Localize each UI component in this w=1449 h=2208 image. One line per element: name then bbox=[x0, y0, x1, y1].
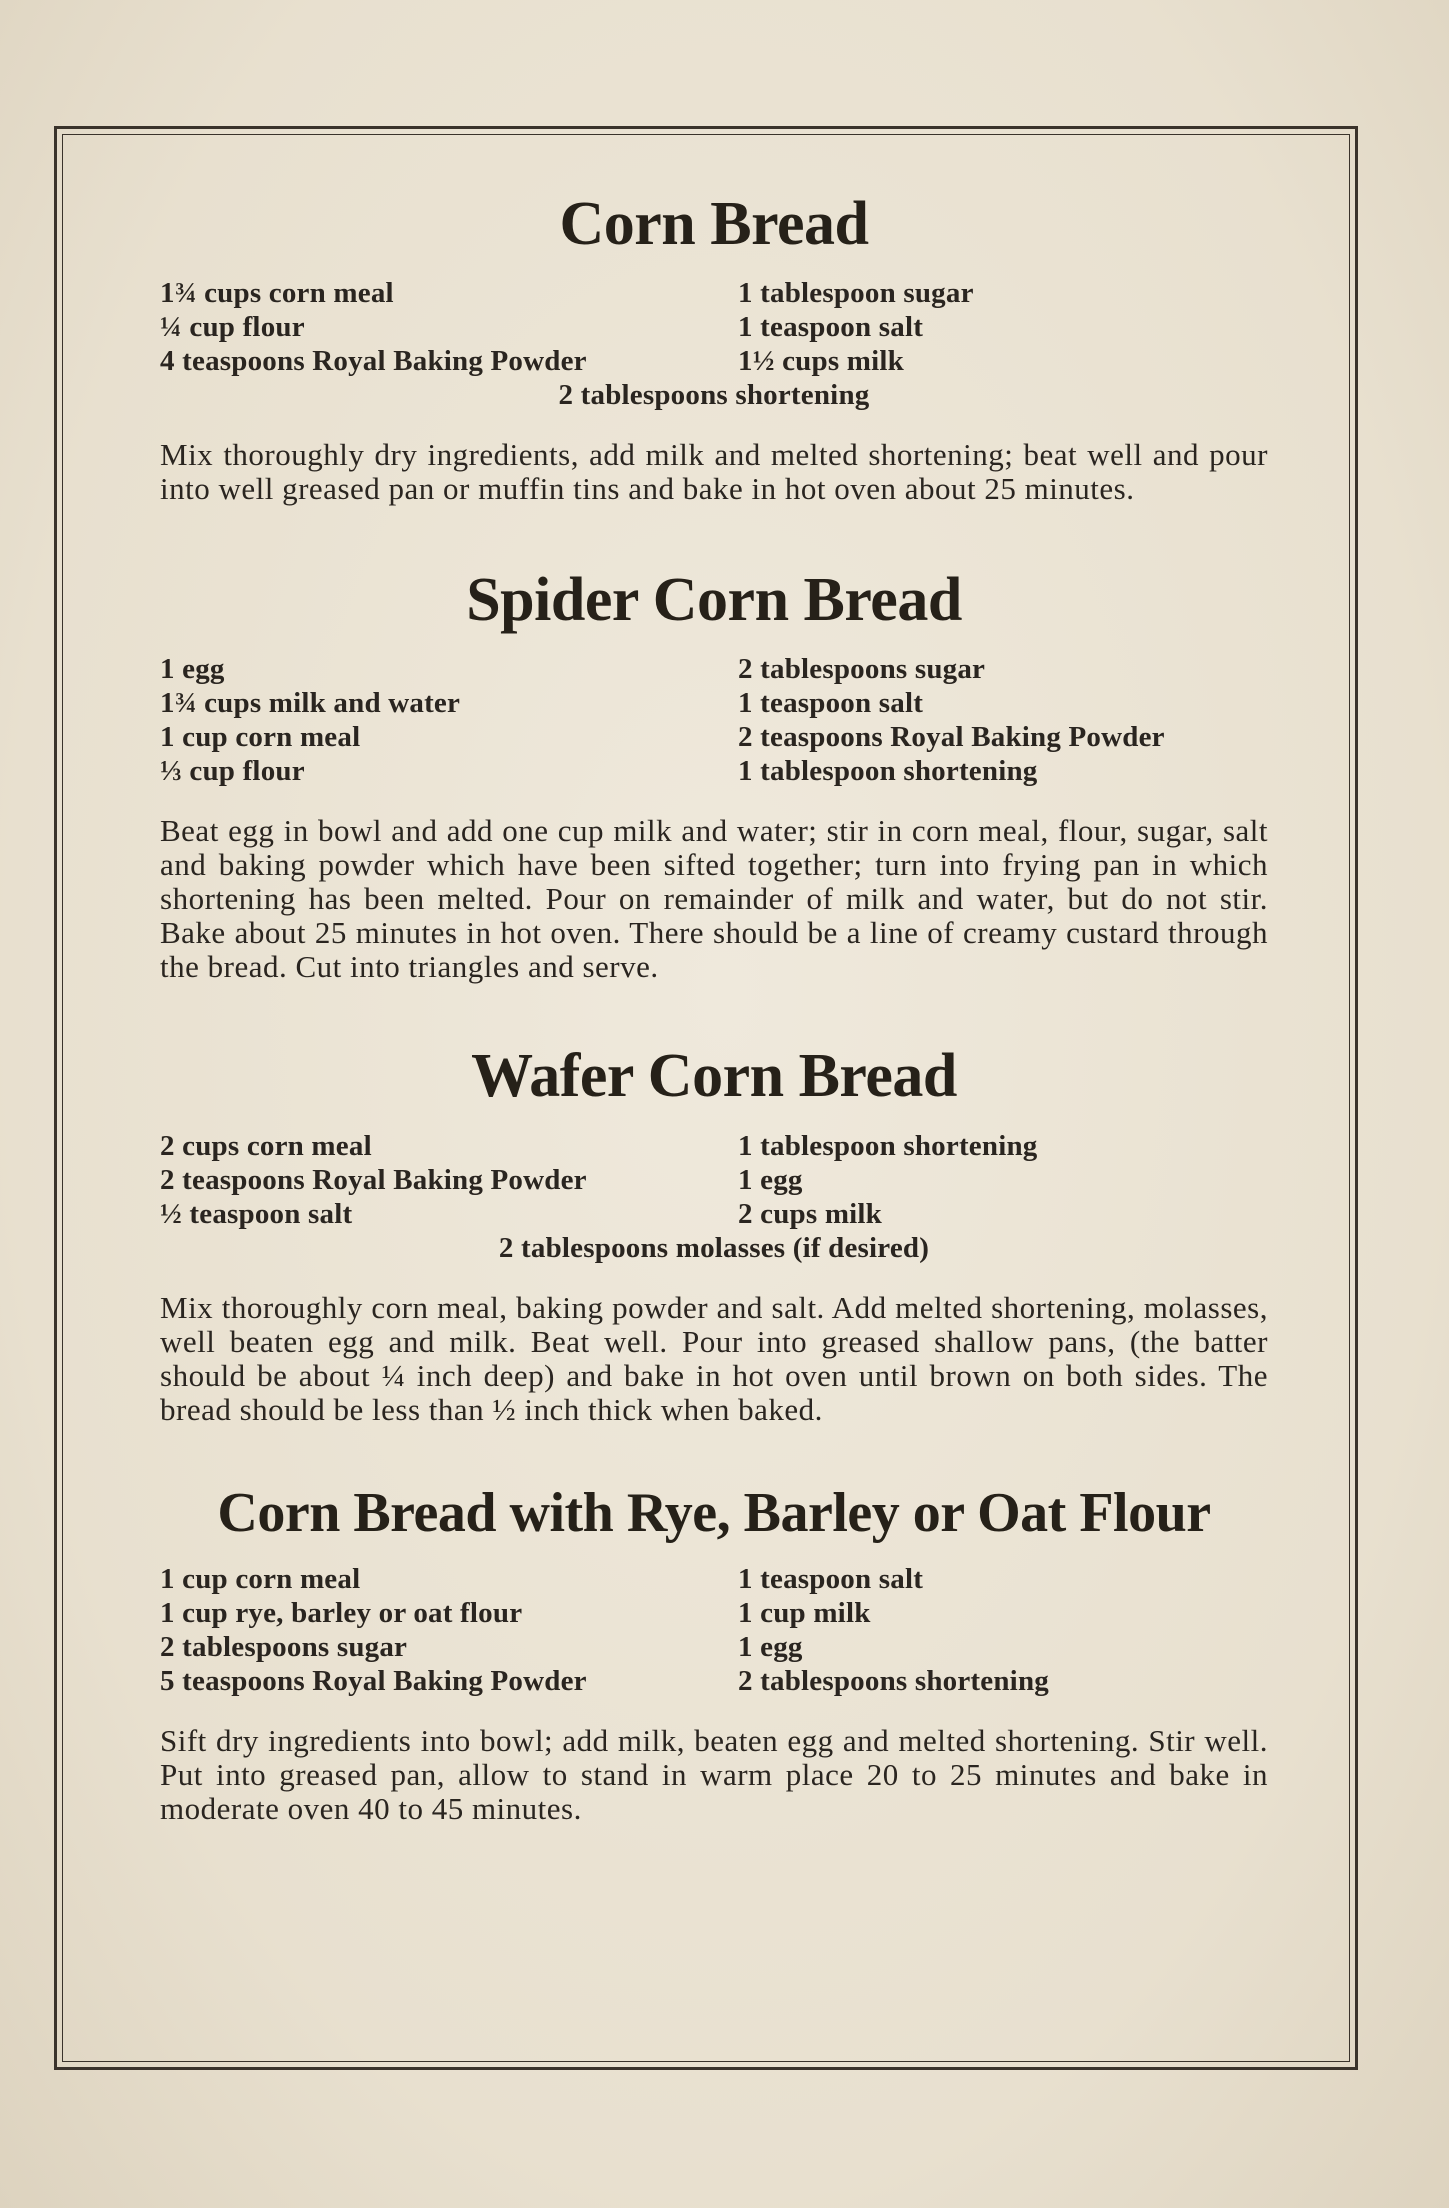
recipe-corn-bread bbox=[160, 190, 1268, 506]
ingredient: ¼ cup flour bbox=[160, 311, 305, 344]
ingredient-list bbox=[160, 1129, 1268, 1231]
ingredient: 1 tablespoon shortening bbox=[738, 1129, 1038, 1162]
ingredient: 1 tablespoon shortening bbox=[738, 755, 1038, 788]
ingredient: 1 teaspoon salt bbox=[738, 1563, 924, 1596]
recipe-page bbox=[160, 190, 1268, 1857]
ingredient: 1 cup milk bbox=[738, 1597, 871, 1630]
ingredient: 5 teaspoons Royal Baking Powder bbox=[160, 1665, 587, 1698]
recipe-spider-corn-bread bbox=[160, 566, 1268, 984]
ingredient-list bbox=[160, 1562, 1268, 1698]
ingredient: 2 tablespoons sugar bbox=[160, 1631, 408, 1664]
ingredient: 2 teaspoons Royal Baking Powder bbox=[738, 721, 1165, 754]
ingredient: 1 teaspoon salt bbox=[738, 311, 924, 344]
recipe-method: Sift dry ingredients into bowl; add milk, beaten egg and melted shortening. Stir well. Put into greased pan, allow to stand in warm place 20 to 25 minutes and bake in moderate oven 40 to 45 minutes. bbox=[160, 1723, 1268, 1827]
recipe-method: Beat egg in bowl and add one cup milk and water; stir in corn meal, flour, sugar, salt and baking powder which have been sifted together; turn into frying pan in which shortening has been melted. Pour on remainder of milk and water, but do not stir. Bake about 25 minutes in hot oven. There should be a line of creamy custard through the bread. Cut into triangles and serve. bbox=[160, 813, 1268, 985]
ingredient: 1 cup corn meal bbox=[160, 721, 361, 754]
ingredient: 1 egg bbox=[738, 1163, 803, 1196]
ingredient: 2 cups milk bbox=[738, 1197, 883, 1230]
ingredient-list bbox=[160, 652, 1268, 788]
ingredient: 1 tablespoon sugar bbox=[738, 277, 974, 310]
ingredient: ⅓ cup flour bbox=[160, 755, 305, 788]
recipe-wafer-corn-bread bbox=[160, 1042, 1268, 1426]
recipe-method: Mix thoroughly corn meal, baking powder and salt. Add melted shortening, molasses, well beaten egg and milk. Beat well. Pour into greased shallow pans, (the batter should be about ¼ inch deep) and bake in hot oven until brown on both sides. The bread should be less than ½ inch thick when baked. bbox=[160, 1289, 1268, 1427]
ingredient-centered: 2 tablespoons shortening bbox=[558, 379, 870, 412]
recipe-title: Corn Bread bbox=[559, 190, 869, 258]
ingredient: 1 egg bbox=[160, 653, 225, 686]
ingredient: ½ teaspoon salt bbox=[160, 1197, 353, 1230]
recipe-title: Corn Bread with Rye, Barley or Oat Flour bbox=[217, 1481, 1211, 1544]
ingredient: 1 cup rye, barley or oat flour bbox=[160, 1597, 523, 1630]
ingredient: 4 teaspoons Royal Baking Powder bbox=[160, 345, 587, 378]
ingredient: 2 teaspoons Royal Baking Powder bbox=[160, 1163, 587, 1196]
recipe-corn-bread-rye-barley-oat bbox=[160, 1483, 1268, 1827]
ingredient: 1 egg bbox=[738, 1631, 803, 1664]
recipe-title: Wafer Corn Bread bbox=[471, 1042, 957, 1111]
ingredient-list bbox=[160, 276, 1268, 378]
recipe-title: Spider Corn Bread bbox=[466, 566, 962, 635]
ingredient: 2 tablespoons sugar bbox=[738, 653, 986, 686]
ingredient: 2 cups corn meal bbox=[160, 1129, 372, 1162]
ingredient: 1 teaspoon salt bbox=[738, 687, 924, 720]
recipe-method: Mix thoroughly dry ingredients, add milk and melted shortening; beat well and pour into well greased pan or muffin tins and bake in hot oven about 25 minutes. bbox=[160, 437, 1268, 507]
ingredient: 1½ cups milk bbox=[738, 345, 904, 378]
ingredient-centered: 2 tablespoons molasses (if desired) bbox=[498, 1231, 930, 1264]
ingredient: 1 cup corn meal bbox=[160, 1563, 361, 1596]
ingredient: 1¾ cups milk and water bbox=[160, 687, 461, 720]
ingredient: 2 tablespoons shortening bbox=[738, 1665, 1049, 1698]
ingredient: 1¾ cups corn meal bbox=[160, 277, 394, 310]
